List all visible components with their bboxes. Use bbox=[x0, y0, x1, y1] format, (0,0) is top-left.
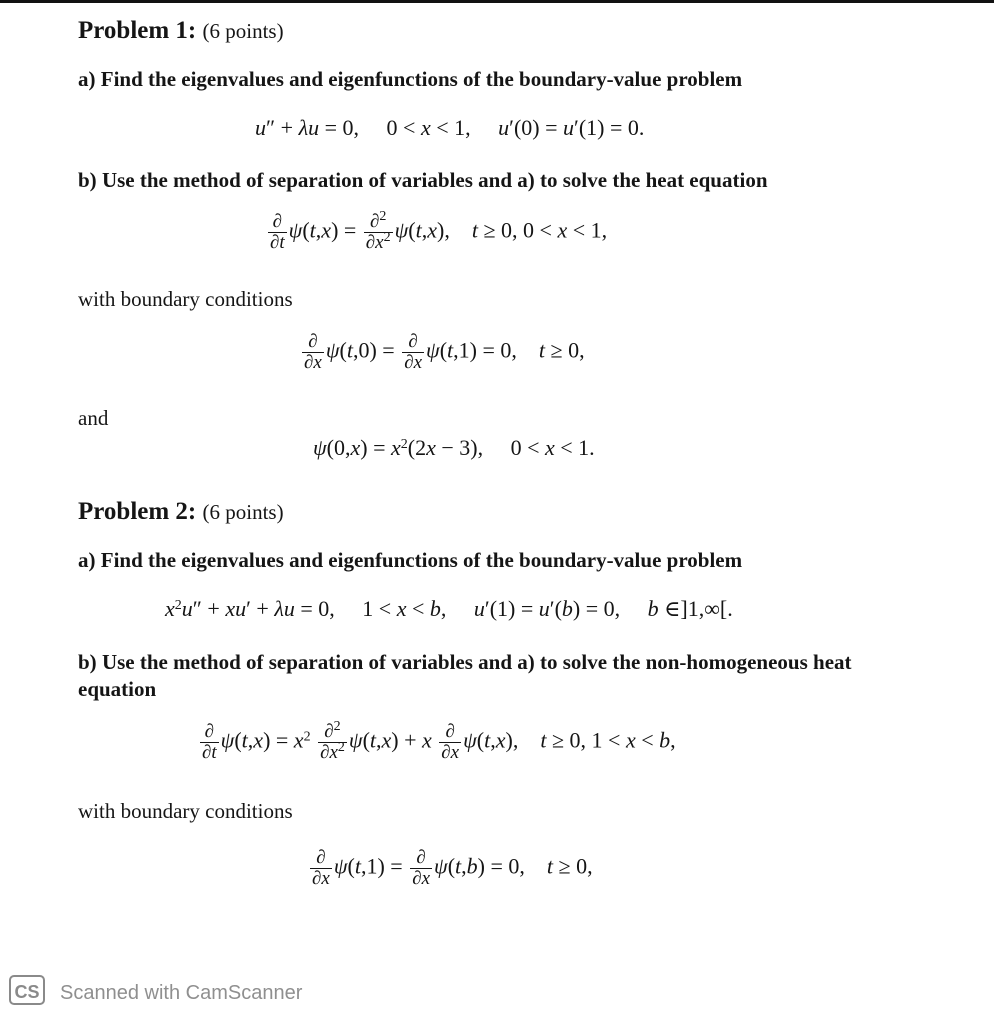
problem-1a-text bbox=[78, 67, 742, 92]
part-b-statement: Use the method of separation of variables and a) to solve the non-homogeneous heat bbox=[101, 650, 852, 674]
problem-2b-text bbox=[78, 650, 852, 675]
part-b-statement: Use the method of separation of variables and a) to solve the heat equation bbox=[101, 168, 768, 192]
camscanner-watermark-text: Scanned with CamScanner bbox=[60, 982, 303, 1004]
problem-1-points: (6 points) bbox=[202, 19, 284, 43]
part-a-statement: Find the eigenvalues and eigenfunctions of the boundary-value problem bbox=[100, 67, 743, 91]
problem-1-bc-label: with boundary conditions bbox=[78, 287, 293, 311]
problem-2a-text bbox=[78, 548, 742, 573]
equation-heat-1: $\frac{\partial}{\partial t}$ ψ(t,x) = $\frac{\partial^2}{\partial x^2}$ ψ(t,x), t ≥ 0, 0 < x < 1, bbox=[270, 209, 608, 253]
problem-2-points: (6 points) bbox=[202, 500, 284, 524]
problem-1-heading bbox=[78, 17, 284, 45]
problem-1-title: Problem 1: bbox=[78, 17, 197, 44]
equation-eigen-problem-2: $x^2u'' + xu' + \lambda u = 0$, 1 < x < b, u′(1) = u′(b) = 0, b ∈]1,∞[. bbox=[165, 596, 733, 621]
problem-2-title: Problem 2: bbox=[78, 498, 197, 525]
equation-heat-2: $\frac{\partial}{\partial t}$ $\psi(t,x) = x^2$ $\frac{\partial^2}{\partial x^2}$ ψ(t,x) + x $\frac{\partial}{\partial x}$ ψ(t,x), t ≥ 0, 1 < x < b, bbox=[202, 719, 676, 763]
part-a-label: a) bbox=[78, 67, 96, 91]
equation-eigen-problem-1: u″ + λu = 0, 0 < x < 1, u′(0) = u′(1) = 0. bbox=[255, 115, 645, 140]
equation-bc-1: $\frac{\partial}{\partial x}$ ψ(t,0) = $\frac{\partial}{\partial x}$ ψ(t,1) = 0, t ≥ 0, bbox=[304, 331, 585, 373]
camscanner-logo-icon: CS bbox=[9, 975, 45, 1005]
problem-2b-text-cont: equation bbox=[78, 677, 157, 701]
problem-1-and: and bbox=[78, 406, 109, 430]
part-a-statement: Find the eigenvalues and eigenfunctions of the boundary-value problem bbox=[100, 548, 743, 572]
equation-initial-1: $\psi(0,x) = x^2(2x - 3)$, 0 < x < 1. bbox=[313, 435, 595, 460]
part-b-label: b) bbox=[78, 168, 97, 192]
problem-2-bc-label: with boundary conditions bbox=[78, 799, 293, 823]
equation-bc-2: $\frac{\partial}{\partial x}$ ψ(t,1) = $\frac{\partial}{\partial x}$ ψ(t,b) = 0, t ≥ 0, bbox=[312, 847, 593, 889]
part-b-label: b) bbox=[78, 650, 97, 674]
problem-2-heading bbox=[78, 498, 284, 526]
problem-1b-text bbox=[78, 168, 768, 193]
part-a-label: a) bbox=[78, 548, 96, 572]
top-border bbox=[0, 0, 994, 3]
